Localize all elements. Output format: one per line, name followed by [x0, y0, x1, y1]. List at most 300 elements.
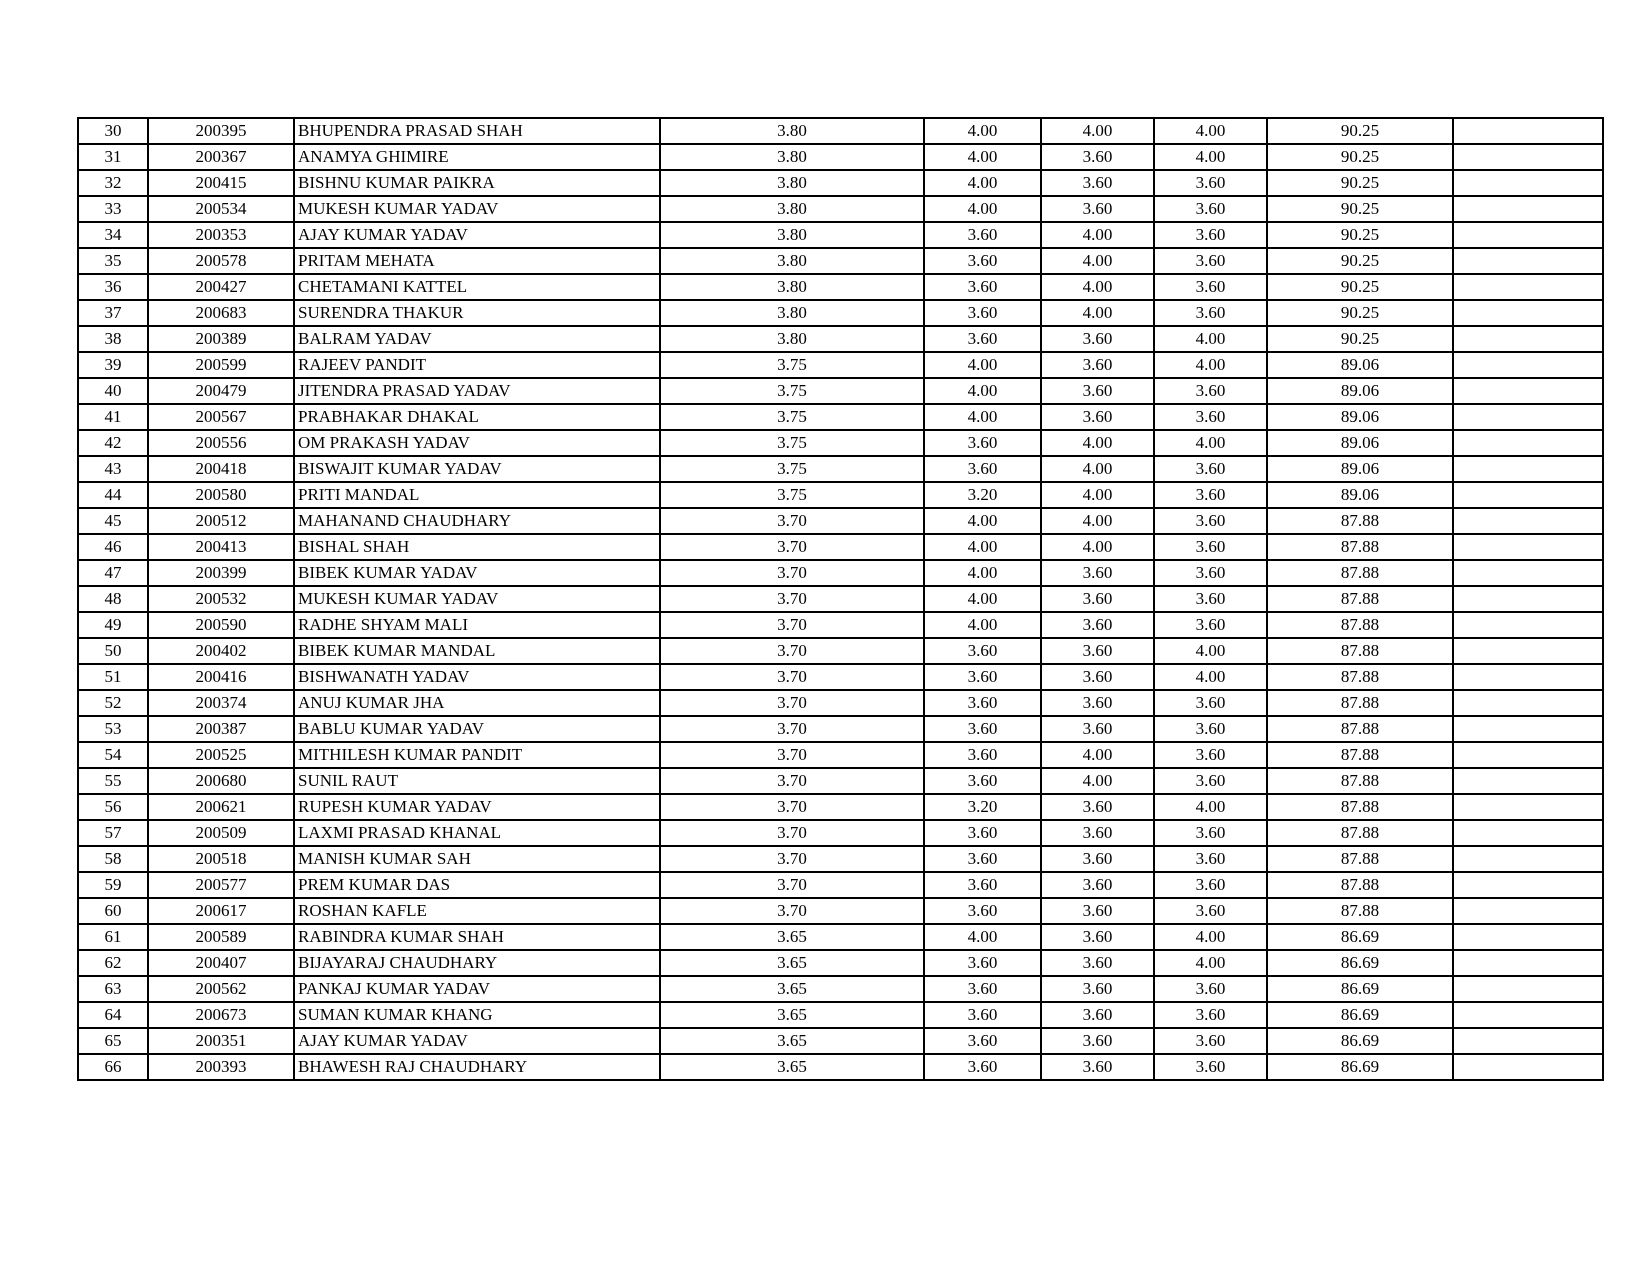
score-4-cell: 3.60	[1154, 1002, 1267, 1028]
score-1-cell: 3.70	[660, 820, 924, 846]
table-row	[78, 170, 1603, 196]
score-1-cell: 3.80	[660, 248, 924, 274]
table-row	[78, 742, 1603, 768]
score-1-cell: 3.65	[660, 976, 924, 1002]
score-2-cell: 3.60	[924, 300, 1041, 326]
serial-number-cell: 38	[78, 326, 148, 352]
serial-number-cell: 62	[78, 950, 148, 976]
name-cell: BISHAL SHAH	[294, 534, 660, 560]
table-row	[78, 664, 1603, 690]
score-3-cell: 4.00	[1041, 482, 1154, 508]
remarks-cell	[1453, 196, 1603, 222]
percentage-cell: 87.88	[1267, 664, 1453, 690]
name-cell: RUPESH KUMAR YADAV	[294, 794, 660, 820]
remarks-cell	[1453, 742, 1603, 768]
serial-number-cell: 47	[78, 560, 148, 586]
score-2-cell: 3.60	[924, 430, 1041, 456]
percentage-cell: 87.88	[1267, 586, 1453, 612]
remarks-cell	[1453, 352, 1603, 378]
score-3-cell: 3.60	[1041, 352, 1154, 378]
name-cell: PRITI MANDAL	[294, 482, 660, 508]
serial-number-cell: 45	[78, 508, 148, 534]
serial-number-cell: 31	[78, 144, 148, 170]
score-4-cell: 3.60	[1154, 300, 1267, 326]
score-1-cell: 3.80	[660, 118, 924, 144]
score-4-cell: 3.60	[1154, 586, 1267, 612]
score-3-cell: 4.00	[1041, 222, 1154, 248]
score-2-cell: 4.00	[924, 196, 1041, 222]
roll-number-cell: 200399	[148, 560, 294, 586]
score-1-cell: 3.80	[660, 326, 924, 352]
table-row	[78, 1002, 1603, 1028]
percentage-cell: 87.88	[1267, 716, 1453, 742]
score-2-cell: 3.60	[924, 456, 1041, 482]
score-4-cell: 3.60	[1154, 872, 1267, 898]
score-2-cell: 4.00	[924, 924, 1041, 950]
name-cell: MANISH KUMAR SAH	[294, 846, 660, 872]
roll-number-cell: 200580	[148, 482, 294, 508]
score-3-cell: 3.60	[1041, 560, 1154, 586]
name-cell: BIJAYARAJ CHAUDHARY	[294, 950, 660, 976]
name-cell: PRITAM MEHATA	[294, 248, 660, 274]
serial-number-cell: 35	[78, 248, 148, 274]
name-cell: JITENDRA PRASAD YADAV	[294, 378, 660, 404]
serial-number-cell: 43	[78, 456, 148, 482]
name-cell: BALRAM YADAV	[294, 326, 660, 352]
percentage-cell: 86.69	[1267, 924, 1453, 950]
score-2-cell: 3.60	[924, 846, 1041, 872]
serial-number-cell: 46	[78, 534, 148, 560]
score-2-cell: 4.00	[924, 352, 1041, 378]
score-4-cell: 3.60	[1154, 820, 1267, 846]
score-3-cell: 3.60	[1041, 664, 1154, 690]
score-1-cell: 3.70	[660, 898, 924, 924]
score-3-cell: 3.60	[1041, 404, 1154, 430]
score-3-cell: 3.60	[1041, 976, 1154, 1002]
score-4-cell: 4.00	[1154, 794, 1267, 820]
score-3-cell: 3.60	[1041, 586, 1154, 612]
score-4-cell: 3.60	[1154, 560, 1267, 586]
name-cell: ANAMYA GHIMIRE	[294, 144, 660, 170]
score-3-cell: 3.60	[1041, 950, 1154, 976]
roll-number-cell: 200578	[148, 248, 294, 274]
percentage-cell: 86.69	[1267, 1054, 1453, 1080]
score-2-cell: 4.00	[924, 586, 1041, 612]
score-3-cell: 4.00	[1041, 768, 1154, 794]
roll-number-cell: 200599	[148, 352, 294, 378]
score-4-cell: 4.00	[1154, 638, 1267, 664]
score-3-cell: 3.60	[1041, 872, 1154, 898]
roll-number-cell: 200509	[148, 820, 294, 846]
remarks-cell	[1453, 1002, 1603, 1028]
score-2-cell: 3.60	[924, 1002, 1041, 1028]
table-row	[78, 300, 1603, 326]
percentage-cell: 90.25	[1267, 326, 1453, 352]
score-1-cell: 3.75	[660, 378, 924, 404]
name-cell: RAJEEV PANDIT	[294, 352, 660, 378]
percentage-cell: 86.69	[1267, 1002, 1453, 1028]
score-3-cell: 3.60	[1041, 716, 1154, 742]
remarks-cell	[1453, 872, 1603, 898]
remarks-cell	[1453, 534, 1603, 560]
score-1-cell: 3.75	[660, 352, 924, 378]
table-row	[78, 1054, 1603, 1080]
table-row	[78, 144, 1603, 170]
table-row	[78, 820, 1603, 846]
score-2-cell: 3.20	[924, 794, 1041, 820]
name-cell: PRABHAKAR DHAKAL	[294, 404, 660, 430]
name-cell: SUMAN KUMAR KHANG	[294, 1002, 660, 1028]
score-1-cell: 3.70	[660, 794, 924, 820]
serial-number-cell: 36	[78, 274, 148, 300]
table-row	[78, 950, 1603, 976]
score-1-cell: 3.70	[660, 768, 924, 794]
score-2-cell: 3.60	[924, 326, 1041, 352]
score-2-cell: 4.00	[924, 534, 1041, 560]
score-2-cell: 3.20	[924, 482, 1041, 508]
score-3-cell: 3.60	[1041, 144, 1154, 170]
score-1-cell: 3.75	[660, 482, 924, 508]
percentage-cell: 90.25	[1267, 248, 1453, 274]
remarks-cell	[1453, 950, 1603, 976]
remarks-cell	[1453, 768, 1603, 794]
remarks-cell	[1453, 820, 1603, 846]
score-3-cell: 3.60	[1041, 846, 1154, 872]
remarks-cell	[1453, 898, 1603, 924]
percentage-cell: 87.88	[1267, 508, 1453, 534]
remarks-cell	[1453, 430, 1603, 456]
score-1-cell: 3.65	[660, 1054, 924, 1080]
score-4-cell: 3.60	[1154, 404, 1267, 430]
percentage-cell: 89.06	[1267, 456, 1453, 482]
score-2-cell: 3.60	[924, 638, 1041, 664]
serial-number-cell: 33	[78, 196, 148, 222]
score-3-cell: 4.00	[1041, 534, 1154, 560]
name-cell: MITHILESH KUMAR PANDIT	[294, 742, 660, 768]
score-2-cell: 3.60	[924, 820, 1041, 846]
remarks-cell	[1453, 1054, 1603, 1080]
score-2-cell: 4.00	[924, 144, 1041, 170]
score-4-cell: 3.60	[1154, 690, 1267, 716]
table-row	[78, 560, 1603, 586]
table-row	[78, 586, 1603, 612]
remarks-cell	[1453, 118, 1603, 144]
table-row	[78, 196, 1603, 222]
roll-number-cell: 200562	[148, 976, 294, 1002]
table-row	[78, 326, 1603, 352]
score-4-cell: 3.60	[1154, 274, 1267, 300]
remarks-cell	[1453, 690, 1603, 716]
score-1-cell: 3.80	[660, 274, 924, 300]
serial-number-cell: 39	[78, 352, 148, 378]
name-cell: ANUJ KUMAR JHA	[294, 690, 660, 716]
percentage-cell: 87.88	[1267, 898, 1453, 924]
score-4-cell: 3.60	[1154, 170, 1267, 196]
roll-number-cell: 200673	[148, 1002, 294, 1028]
score-2-cell: 3.60	[924, 248, 1041, 274]
roll-number-cell: 200353	[148, 222, 294, 248]
remarks-cell	[1453, 248, 1603, 274]
score-4-cell: 3.60	[1154, 768, 1267, 794]
remarks-cell	[1453, 560, 1603, 586]
score-1-cell: 3.80	[660, 144, 924, 170]
name-cell: AJAY KUMAR YADAV	[294, 222, 660, 248]
name-cell: MUKESH KUMAR YADAV	[294, 586, 660, 612]
roll-number-cell: 200389	[148, 326, 294, 352]
score-4-cell: 3.60	[1154, 898, 1267, 924]
score-1-cell: 3.70	[660, 716, 924, 742]
score-3-cell: 4.00	[1041, 508, 1154, 534]
percentage-cell: 87.88	[1267, 742, 1453, 768]
serial-number-cell: 40	[78, 378, 148, 404]
percentage-cell: 90.25	[1267, 274, 1453, 300]
remarks-cell	[1453, 664, 1603, 690]
score-4-cell: 4.00	[1154, 118, 1267, 144]
roll-number-cell: 200512	[148, 508, 294, 534]
score-3-cell: 4.00	[1041, 742, 1154, 768]
serial-number-cell: 44	[78, 482, 148, 508]
score-4-cell: 3.60	[1154, 508, 1267, 534]
score-4-cell: 3.60	[1154, 196, 1267, 222]
serial-number-cell: 54	[78, 742, 148, 768]
score-2-cell: 4.00	[924, 118, 1041, 144]
table-row	[78, 924, 1603, 950]
score-2-cell: 3.60	[924, 950, 1041, 976]
score-1-cell: 3.70	[660, 664, 924, 690]
percentage-cell: 90.25	[1267, 300, 1453, 326]
score-3-cell: 4.00	[1041, 248, 1154, 274]
score-1-cell: 3.65	[660, 924, 924, 950]
roll-number-cell: 200387	[148, 716, 294, 742]
table-row	[78, 690, 1603, 716]
name-cell: MAHANAND CHAUDHARY	[294, 508, 660, 534]
name-cell: OM PRAKASH YADAV	[294, 430, 660, 456]
name-cell: BISHWANATH YADAV	[294, 664, 660, 690]
score-2-cell: 3.60	[924, 222, 1041, 248]
score-2-cell: 4.00	[924, 404, 1041, 430]
table-row	[78, 404, 1603, 430]
score-1-cell: 3.65	[660, 1028, 924, 1054]
name-cell: PANKAJ KUMAR YADAV	[294, 976, 660, 1002]
score-3-cell: 3.60	[1041, 1002, 1154, 1028]
score-3-cell: 3.60	[1041, 898, 1154, 924]
percentage-cell: 89.06	[1267, 352, 1453, 378]
score-1-cell: 3.65	[660, 1002, 924, 1028]
percentage-cell: 87.88	[1267, 794, 1453, 820]
score-4-cell: 3.60	[1154, 612, 1267, 638]
score-3-cell: 4.00	[1041, 274, 1154, 300]
name-cell: SURENDRA THAKUR	[294, 300, 660, 326]
serial-number-cell: 52	[78, 690, 148, 716]
score-1-cell: 3.70	[660, 846, 924, 872]
score-1-cell: 3.70	[660, 638, 924, 664]
table-row	[78, 248, 1603, 274]
serial-number-cell: 58	[78, 846, 148, 872]
roll-number-cell: 200683	[148, 300, 294, 326]
name-cell: BIBEK KUMAR MANDAL	[294, 638, 660, 664]
remarks-cell	[1453, 326, 1603, 352]
remarks-cell	[1453, 638, 1603, 664]
serial-number-cell: 65	[78, 1028, 148, 1054]
serial-number-cell: 50	[78, 638, 148, 664]
serial-number-cell: 37	[78, 300, 148, 326]
score-1-cell: 3.70	[660, 612, 924, 638]
remarks-cell	[1453, 456, 1603, 482]
table-row	[78, 1028, 1603, 1054]
table-row	[78, 716, 1603, 742]
serial-number-cell: 59	[78, 872, 148, 898]
name-cell: BIBEK KUMAR YADAV	[294, 560, 660, 586]
serial-number-cell: 34	[78, 222, 148, 248]
score-4-cell: 4.00	[1154, 326, 1267, 352]
table-row	[78, 274, 1603, 300]
score-3-cell: 3.60	[1041, 924, 1154, 950]
score-3-cell: 3.60	[1041, 1054, 1154, 1080]
score-2-cell: 4.00	[924, 378, 1041, 404]
percentage-cell: 90.25	[1267, 170, 1453, 196]
score-3-cell: 4.00	[1041, 118, 1154, 144]
roll-number-cell: 200479	[148, 378, 294, 404]
name-cell: MUKESH KUMAR YADAV	[294, 196, 660, 222]
score-4-cell: 4.00	[1154, 664, 1267, 690]
results-table	[77, 117, 1604, 1081]
score-2-cell: 3.60	[924, 690, 1041, 716]
roll-number-cell: 200418	[148, 456, 294, 482]
score-3-cell: 3.60	[1041, 170, 1154, 196]
percentage-cell: 90.25	[1267, 196, 1453, 222]
name-cell: ROSHAN KAFLE	[294, 898, 660, 924]
serial-number-cell: 63	[78, 976, 148, 1002]
score-2-cell: 4.00	[924, 560, 1041, 586]
score-2-cell: 3.60	[924, 898, 1041, 924]
roll-number-cell: 200556	[148, 430, 294, 456]
score-4-cell: 4.00	[1154, 950, 1267, 976]
score-3-cell: 3.60	[1041, 196, 1154, 222]
serial-number-cell: 41	[78, 404, 148, 430]
remarks-cell	[1453, 300, 1603, 326]
remarks-cell	[1453, 144, 1603, 170]
serial-number-cell: 42	[78, 430, 148, 456]
roll-number-cell: 200525	[148, 742, 294, 768]
score-2-cell: 3.60	[924, 1054, 1041, 1080]
roll-number-cell: 200413	[148, 534, 294, 560]
percentage-cell: 87.88	[1267, 872, 1453, 898]
percentage-cell: 90.25	[1267, 118, 1453, 144]
score-1-cell: 3.80	[660, 196, 924, 222]
score-2-cell: 3.60	[924, 716, 1041, 742]
table-row	[78, 482, 1603, 508]
table-row	[78, 222, 1603, 248]
percentage-cell: 89.06	[1267, 430, 1453, 456]
serial-number-cell: 30	[78, 118, 148, 144]
table-row	[78, 430, 1603, 456]
roll-number-cell: 200395	[148, 118, 294, 144]
name-cell: BABLU KUMAR YADAV	[294, 716, 660, 742]
score-3-cell: 3.60	[1041, 612, 1154, 638]
serial-number-cell: 32	[78, 170, 148, 196]
roll-number-cell: 200617	[148, 898, 294, 924]
score-3-cell: 3.60	[1041, 794, 1154, 820]
table-row	[78, 612, 1603, 638]
serial-number-cell: 61	[78, 924, 148, 950]
score-3-cell: 3.60	[1041, 378, 1154, 404]
roll-number-cell: 200407	[148, 950, 294, 976]
score-1-cell: 3.70	[660, 534, 924, 560]
score-1-cell: 3.75	[660, 430, 924, 456]
score-3-cell: 3.60	[1041, 326, 1154, 352]
table-row	[78, 378, 1603, 404]
remarks-cell	[1453, 170, 1603, 196]
name-cell: SUNIL RAUT	[294, 768, 660, 794]
percentage-cell: 86.69	[1267, 976, 1453, 1002]
score-3-cell: 4.00	[1041, 300, 1154, 326]
remarks-cell	[1453, 586, 1603, 612]
roll-number-cell: 200567	[148, 404, 294, 430]
name-cell: BISWAJIT KUMAR YADAV	[294, 456, 660, 482]
roll-number-cell: 200621	[148, 794, 294, 820]
table-row	[78, 456, 1603, 482]
percentage-cell: 90.25	[1267, 222, 1453, 248]
name-cell: BHAWESH RAJ CHAUDHARY	[294, 1054, 660, 1080]
table-body	[78, 118, 1603, 1080]
remarks-cell	[1453, 274, 1603, 300]
score-4-cell: 4.00	[1154, 924, 1267, 950]
remarks-cell	[1453, 404, 1603, 430]
percentage-cell: 87.88	[1267, 820, 1453, 846]
score-2-cell: 3.60	[924, 1028, 1041, 1054]
percentage-cell: 89.06	[1267, 482, 1453, 508]
remarks-cell	[1453, 222, 1603, 248]
score-4-cell: 3.60	[1154, 742, 1267, 768]
roll-number-cell: 200393	[148, 1054, 294, 1080]
roll-number-cell: 200351	[148, 1028, 294, 1054]
score-1-cell: 3.65	[660, 950, 924, 976]
percentage-cell: 87.88	[1267, 560, 1453, 586]
percentage-cell: 87.88	[1267, 846, 1453, 872]
roll-number-cell: 200589	[148, 924, 294, 950]
table-row	[78, 898, 1603, 924]
score-1-cell: 3.80	[660, 170, 924, 196]
score-4-cell: 3.60	[1154, 716, 1267, 742]
score-1-cell: 3.70	[660, 690, 924, 716]
score-2-cell: 3.60	[924, 872, 1041, 898]
score-2-cell: 3.60	[924, 976, 1041, 1002]
score-1-cell: 3.75	[660, 404, 924, 430]
name-cell: RADHE SHYAM MALI	[294, 612, 660, 638]
score-2-cell: 4.00	[924, 612, 1041, 638]
score-4-cell: 4.00	[1154, 430, 1267, 456]
roll-number-cell: 200415	[148, 170, 294, 196]
remarks-cell	[1453, 378, 1603, 404]
score-4-cell: 3.60	[1154, 534, 1267, 560]
roll-number-cell: 200590	[148, 612, 294, 638]
percentage-cell: 87.88	[1267, 768, 1453, 794]
serial-number-cell: 55	[78, 768, 148, 794]
score-2-cell: 3.60	[924, 742, 1041, 768]
remarks-cell	[1453, 924, 1603, 950]
score-3-cell: 3.60	[1041, 1028, 1154, 1054]
name-cell: BISHNU KUMAR PAIKRA	[294, 170, 660, 196]
remarks-cell	[1453, 846, 1603, 872]
roll-number-cell: 200416	[148, 664, 294, 690]
remarks-cell	[1453, 612, 1603, 638]
score-2-cell: 3.60	[924, 768, 1041, 794]
remarks-cell	[1453, 976, 1603, 1002]
score-3-cell: 3.60	[1041, 690, 1154, 716]
score-4-cell: 3.60	[1154, 378, 1267, 404]
roll-number-cell: 200402	[148, 638, 294, 664]
score-4-cell: 3.60	[1154, 1054, 1267, 1080]
